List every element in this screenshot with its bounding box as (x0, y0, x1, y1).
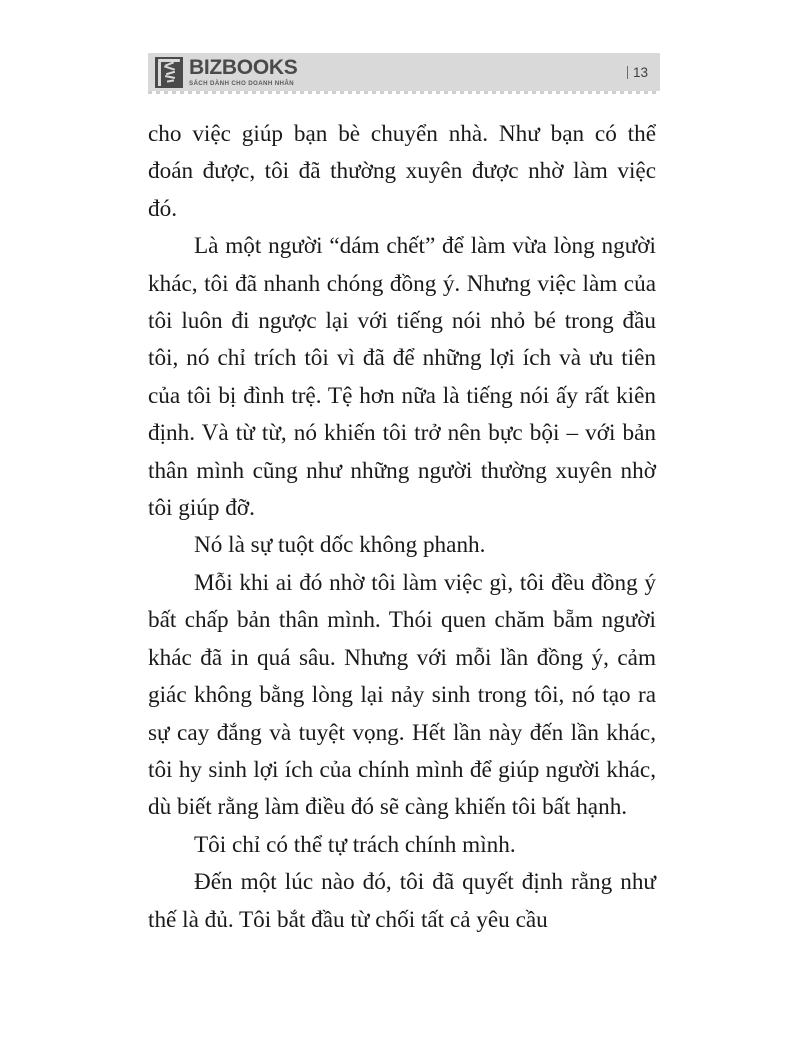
body-text-column (148, 116, 656, 939)
logo-wordmark: BIZBOOKS (189, 56, 298, 79)
paragraph: Mỗi khi ai đó nhờ tôi làm việc gì, tôi đều đồng ý bất chấp bản thân mình. Thói quen chăm bẵm người khác đã in quá sâu. Nhưng với mỗi lần đồng ý, cảm giác không bằng lòng lại nảy sinh trong tôi, nó tạo ra sự cay đắng và tuyệt vọng. Hết lần này đến lần khác, tôi hy sinh lợi ích của chính mình để giúp người khác, dù biết rằng làm điều đó sẽ càng khiến tôi bất hạnh. (148, 569, 656, 821)
book-emblem-icon (155, 57, 183, 88)
logo-text-block (189, 57, 297, 87)
running-header (148, 53, 660, 91)
folio-rule-icon (627, 66, 628, 79)
page-number (627, 65, 648, 80)
logo-tagline: SÁCH DÀNH CHO DOANH NHÂN (189, 80, 294, 87)
page-number-value: 13 (632, 64, 648, 80)
paragraph: cho việc giúp bạn bè chuyển nhà. Như bạn có thể đoán được, tôi đã thường xuyên được nhờ làm việc đó. (148, 121, 656, 222)
paragraph: Tôi chỉ có thể tự trách chính mình. (194, 831, 516, 858)
paragraph: Nó là sự tuột dốc không phanh. (194, 532, 486, 559)
paragraph: Là một người “dám chết” để làm vừa lòng người khác, tôi đã nhanh chóng đồng ý. Nhưng việc làm của tôi luôn đi ngược lại với tiếng nói nhỏ bé trong đầu tôi, nó chỉ trích tôi vì đã để những lợi ích và ưu tiên của tôi bị đình trệ. Tệ hơn nữa là tiếng nói ấy rất kiên định. Và từ từ, nó khiến tôi trở nên bực bội – với bản thân mình cũng như những người thường xuyên nhờ tôi giúp đỡ. (148, 233, 656, 522)
bizbooks-logo (155, 57, 297, 88)
paragraph: Đến một lúc nào đó, tôi đã quyết định rằng như thế là đủ. Tôi bắt đầu từ chối tất cả yêu cầu (148, 869, 656, 933)
